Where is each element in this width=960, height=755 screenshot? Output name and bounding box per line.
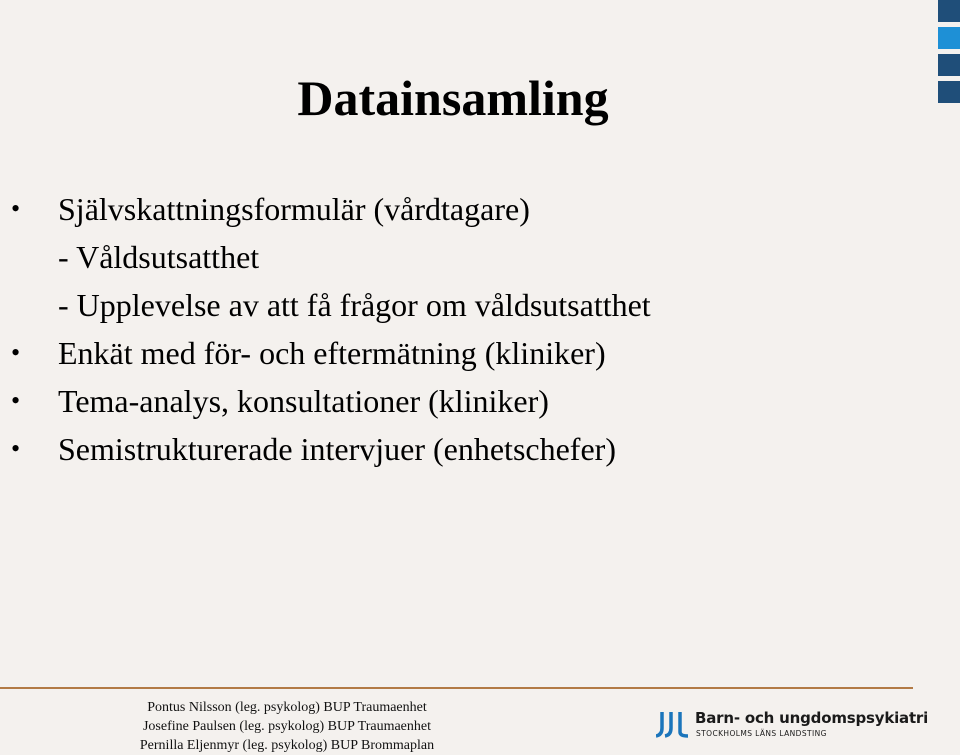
- corner-square-4: [938, 81, 960, 103]
- bullet-icon: •: [11, 434, 21, 463]
- bullet-item: [0, 185, 651, 329]
- bullet-item: [0, 425, 651, 473]
- author-line: Pernilla Eljenmyr (leg. psykolog) BUP Brommaplan: [139, 738, 435, 753]
- bullet-text: Tema-analys, konsultationer (kliniker): [58, 383, 549, 419]
- author-line: Pontus Nilsson (leg. psykolog) BUP Traumaenhet: [147, 700, 427, 715]
- bullet-item: [0, 329, 651, 377]
- bullet-icon: •: [11, 386, 21, 415]
- bullet-icon: •: [11, 194, 21, 223]
- bullet-item: [0, 377, 651, 425]
- bullet-text: Självskattningsformulär (vårdtagare): [58, 191, 530, 227]
- slide-title: Datainsamling: [297, 70, 609, 126]
- bullet-list: [0, 185, 651, 473]
- logo-name: Barn- och ungdomspsykiatri: [695, 709, 929, 727]
- sub-bullet-text: - Upplevelse av att få frågor om våldsutsatthet: [58, 287, 651, 323]
- footer-authors: [137, 698, 437, 755]
- bullet-text: Enkät med för- och eftermätning (kliniker): [58, 335, 606, 371]
- logo-org: STOCKHOLMS LÄNS LANDSTING: [696, 729, 827, 738]
- author-line: Josefine Paulsen (leg. psykolog) BUP Traumaenhet: [142, 719, 431, 734]
- corner-square-3: [938, 54, 960, 76]
- corner-square-2: [938, 27, 960, 49]
- corner-decoration: [938, 0, 960, 108]
- footer-divider: [0, 687, 913, 689]
- sub-bullet-text: - Våldsutsatthet: [58, 239, 260, 275]
- corner-square-1: [938, 0, 960, 22]
- organization-logo: [656, 709, 929, 740]
- sll-logo-icon: [656, 710, 690, 738]
- bullet-icon: •: [11, 338, 21, 367]
- bullet-text: Semistrukturerade intervjuer (enhetschefer): [58, 431, 616, 467]
